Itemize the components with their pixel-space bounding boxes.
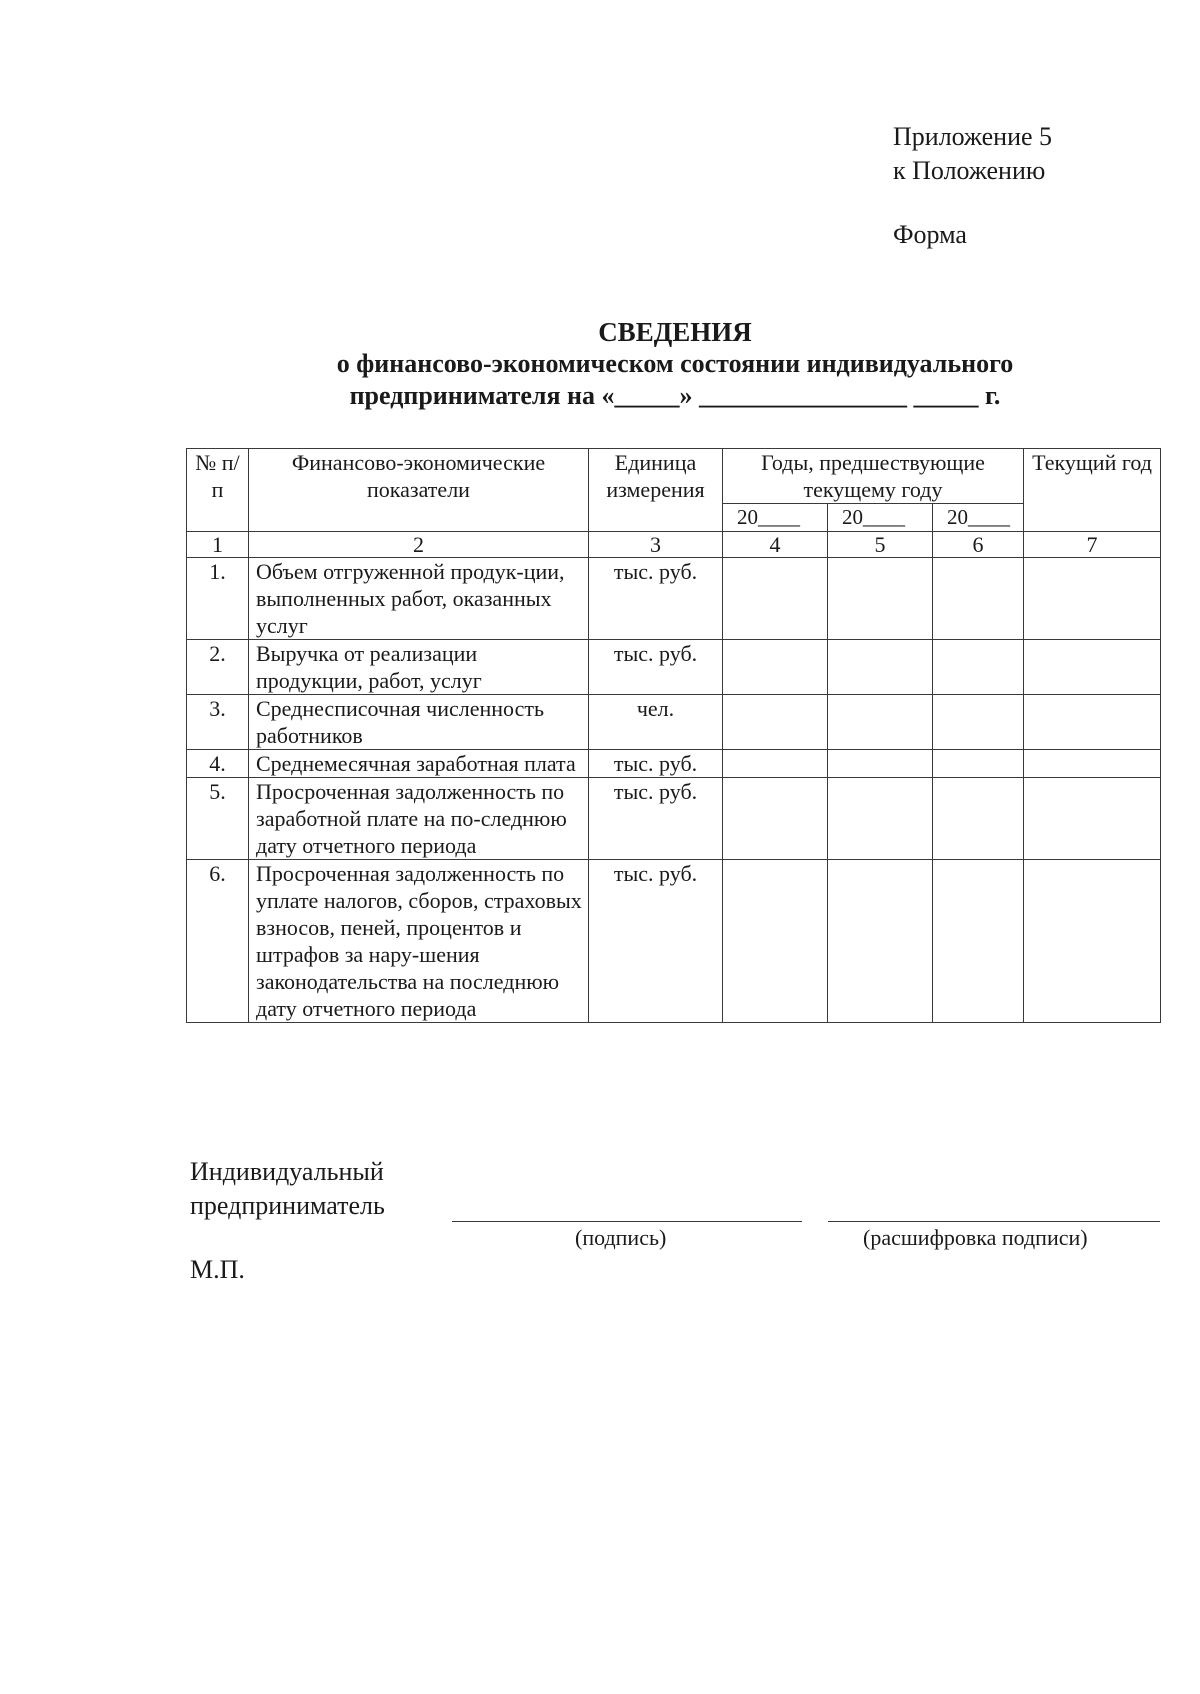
document-title <box>200 316 1150 412</box>
column-number-row <box>187 532 1161 558</box>
header-num: № п/п <box>187 449 249 532</box>
row-number: 3. <box>187 695 249 750</box>
signature-decode-caption: (расшифровка подписи) <box>863 1225 1088 1250</box>
value-cell[interactable] <box>828 558 933 640</box>
row-number: 2. <box>187 640 249 695</box>
column-number: 3 <box>589 532 723 558</box>
table-row <box>187 558 1161 640</box>
value-cell[interactable] <box>723 695 828 750</box>
row-unit: тыс. руб. <box>589 860 723 1023</box>
row-number: 6. <box>187 860 249 1023</box>
row-indicator: Объем отгруженной продук-ции, выполненных работ, оказанных услуг <box>249 558 589 640</box>
row-unit: чел. <box>589 695 723 750</box>
row-indicator: Среднемесячная заработная плата <box>249 750 589 778</box>
stamp-placeholder: М.П. <box>190 1255 245 1284</box>
value-cell[interactable] <box>723 750 828 778</box>
indicators-table <box>186 448 1161 1023</box>
value-cell[interactable] <box>933 558 1024 640</box>
value-cell[interactable] <box>933 695 1024 750</box>
header-prev-years: Годы, предшествующие текущему году <box>723 449 1024 504</box>
value-cell[interactable] <box>723 778 828 860</box>
value-cell[interactable] <box>828 750 933 778</box>
row-number: 4. <box>187 750 249 778</box>
annex-block <box>893 120 1052 252</box>
value-cell[interactable] <box>723 558 828 640</box>
row-unit: тыс. руб. <box>589 778 723 860</box>
row-unit: тыс. руб. <box>589 750 723 778</box>
value-cell[interactable] <box>828 695 933 750</box>
value-cell[interactable] <box>1024 750 1161 778</box>
value-cell[interactable] <box>1024 558 1161 640</box>
value-cell[interactable] <box>723 860 828 1023</box>
header-year-2: 20____ <box>828 504 933 532</box>
column-number: 2 <box>249 532 589 558</box>
header-unit: Единица измерения <box>589 449 723 532</box>
row-indicator: Выручка от реализации продукции, работ, услуг <box>249 640 589 695</box>
value-cell[interactable] <box>1024 860 1161 1023</box>
form-label: Форма <box>893 220 967 249</box>
value-cell[interactable] <box>723 640 828 695</box>
table-row <box>187 695 1161 750</box>
column-number: 7 <box>1024 532 1161 558</box>
value-cell[interactable] <box>1024 695 1161 750</box>
column-number: 4 <box>723 532 828 558</box>
value-cell[interactable] <box>933 860 1024 1023</box>
value-cell[interactable] <box>1024 778 1161 860</box>
value-cell[interactable] <box>933 750 1024 778</box>
row-indicator: Просроченная задолженность по уплате налогов, сборов, страховых взносов, пеней, процентов и штрафов за нару-шения законодательства на последнюю дату отчетного периода <box>249 860 589 1023</box>
annex-number: Приложение 5 <box>893 122 1053 151</box>
row-unit: тыс. руб. <box>589 640 723 695</box>
title-main: СВЕДЕНИЯ <box>598 317 752 347</box>
header-year-1: 20____ <box>723 504 828 532</box>
value-cell[interactable] <box>828 860 933 1023</box>
signature-decode-field[interactable] <box>828 1221 1160 1222</box>
signatory-label <box>190 1155 385 1223</box>
column-number: 6 <box>933 532 1024 558</box>
header-year-3: 20____ <box>933 504 1024 532</box>
annex-reference: к Положению <box>893 156 1046 185</box>
header-indicator: Финансово-экономические показатели <box>249 449 589 532</box>
value-cell[interactable] <box>933 778 1024 860</box>
title-date-line: предпринимателя на «_____» ________________ _____ г. <box>349 381 1001 410</box>
column-number: 1 <box>187 532 249 558</box>
header-current-year: Текущий год <box>1024 449 1161 532</box>
value-cell[interactable] <box>933 640 1024 695</box>
signatory-line-2: предприниматель <box>190 1191 385 1220</box>
row-unit: тыс. руб. <box>589 558 723 640</box>
table-row <box>187 640 1161 695</box>
table-row <box>187 860 1161 1023</box>
table-row <box>187 778 1161 860</box>
value-cell[interactable] <box>1024 640 1161 695</box>
column-number: 5 <box>828 532 933 558</box>
table-row <box>187 750 1161 778</box>
signature-field[interactable] <box>452 1221 802 1222</box>
signature-caption: (подпись) <box>575 1225 667 1250</box>
row-number: 1. <box>187 558 249 640</box>
signatory-line-1: Индивидуальный <box>190 1157 384 1186</box>
title-subtitle: о финансово-экономическом состоянии индивидуального <box>336 349 1014 378</box>
row-indicator: Среднесписочная численность работников <box>249 695 589 750</box>
row-number: 5. <box>187 778 249 860</box>
value-cell[interactable] <box>828 640 933 695</box>
row-indicator: Просроченная задолженность по заработной плате на по-следнюю дату отчетного периода <box>249 778 589 860</box>
value-cell[interactable] <box>828 778 933 860</box>
